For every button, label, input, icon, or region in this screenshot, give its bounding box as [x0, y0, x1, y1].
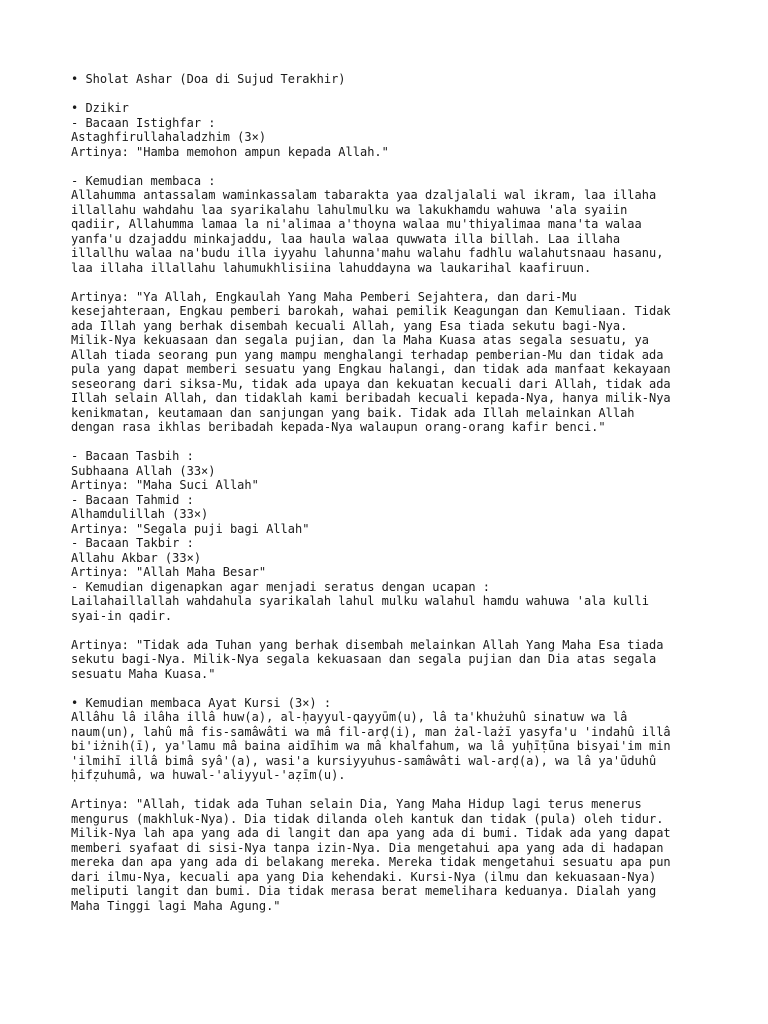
document-page	[71, 72, 761, 913]
text-line: Subhaana Allah (33×)	[71, 463, 216, 478]
blank-line	[71, 623, 761, 638]
text-line: Artinya: "Ya Allah, Engkaulah Yang Maha Pemberi Sejahtera, dan dari-Mu	[71, 289, 577, 304]
text-line: meliputi langit dan bumi. Dia tidak merasa berat memelihara keduanya. Dialah yang	[71, 884, 657, 898]
text-line: - Bacaan Tahmid :	[71, 492, 194, 507]
blank-line	[71, 159, 761, 174]
blank-line	[71, 435, 761, 450]
text-line: Artinya: "Allah, tidak ada Tuhan selain Dia, Yang Maha Hidup lagi terus menerus	[71, 797, 642, 811]
text-line: memberi syafaat di sisi-Nya tanpa izin-Nya. Dia mengetahui apa yang ada di hadapan	[71, 840, 664, 855]
text-line: yanfa'u dzajaddu minkajaddu, laa haula walaa quwwata illa billah. Laa illaha	[71, 231, 621, 246]
text-line: kenikmatan, keutamaan dan sanjungan yang baik. Tidak ada Illah melainkan Allah	[71, 405, 635, 420]
text-line: Allahu Akbar (33×)	[71, 550, 202, 565]
text-line: Milik-Nya kekuasaan dan segala pujian, dan la Maha Kuasa atas segala sesuatu, ya	[71, 333, 649, 347]
text-line: Lailahaillallah wahdahula syarikalah lahul mulku walahul hamdu wahuwa 'ala kulli	[71, 594, 649, 608]
text-line: Artinya: "Tidak ada Tuhan yang berhak disembah melainkan Allah Yang Maha Esa tiada	[71, 637, 664, 652]
text-line: - Kemudian membaca :	[71, 173, 216, 188]
text-line: Maha Tinggi lagi Maha Agung."	[71, 898, 281, 913]
text-line: Artinya: "Hamba memohon ampun kepada Allah."	[71, 144, 389, 159]
text-line: • Kemudian membaca Ayat Kursi (3×) :	[71, 695, 332, 710]
text-line: - Bacaan Tasbih :	[71, 449, 194, 463]
text-line: • Dzikir	[71, 101, 129, 115]
text-line: syai-in qadir.	[71, 608, 173, 623]
text-line: Allah tiada seorang pun yang mampu menghalangi terhadap pemberian-Mu dan tidak ada	[71, 347, 664, 362]
text-line: kesejahteraan, Engkau pemberi barokah, wahai pemilik Keagungan dan Kemuliaan. Tidak	[71, 304, 671, 318]
text-line: naum(un), lahû mâ fis-samâwâti wa mâ fil-arḍ(i), man żal-lażī yasyfa'u 'indahû illâ	[71, 724, 671, 739]
text-line: Artinya: "Allah Maha Besar"	[71, 565, 267, 579]
text-line: pula yang dapat memberi sesuatu yang Engkau halangi, dan tidak ada manfaat kekayaan	[71, 362, 671, 376]
text-line: Artinya: "Maha Suci Allah"	[71, 478, 259, 492]
text-line: dengan rasa ikhlas beribadah kepada-Nya walaupun orang-orang kafir benci."	[71, 420, 606, 434]
text-line: Alhamdulillah (33×)	[71, 507, 209, 521]
text-line: illallahu wahdahu laa syarikalahu lahulmulku wa lakukhamdu wahuwa 'ala syaiin	[71, 202, 628, 217]
text-line: dari ilmu-Nya, kecuali apa yang Dia kehendaki. Kursi-Nya (ilmu dan kekuasaan-Nya)	[71, 869, 657, 884]
blank-line	[71, 87, 761, 102]
text-line: ada Illah yang berhak disembah kecuali Allah, yang Esa tiada sekutu bagi-Nya.	[71, 318, 628, 333]
text-line: ḥifẓuhumâ, wa huwal-'aliyyul-'aẓīm(u).	[71, 768, 346, 782]
text-line: mereka dan apa yang ada di belakang mereka. Mereka tidak mengetahui sesuatu apa pun	[71, 855, 671, 869]
text-line: 'ilmihī illâ bimâ syâ'(a), wasi'a kursiyyuhus-samâwâti wal-arḍ(a), wa lâ ya'ūduhû	[71, 753, 657, 768]
text-line: Artinya: "Segala puji bagi Allah"	[71, 521, 310, 536]
text-line: Astaghfirullahaladzhim (3×)	[71, 130, 267, 144]
text-line: bi'iżnih(ī), ya'lamu mâ baina aidīhim wa mâ khalfahum, wa lâ yuḥīṭūna bisyai'im min	[71, 739, 671, 753]
text-line: - Bacaan Takbir :	[71, 536, 194, 550]
text-line: Allâhu lâ ilâha illâ huw(a), al-ḥayyul-qayyūm(u), lâ ta'khużuhû sinatuw wa lâ	[71, 710, 628, 724]
text-line: Milik-Nya lah apa yang ada di langit dan apa yang ada di bumi. Tidak ada yang dapat	[71, 826, 671, 840]
text-line: - Bacaan Istighfar :	[71, 115, 216, 130]
text-line: - Kemudian digenapkan agar menjadi seratus dengan ucapan :	[71, 579, 491, 594]
text-line: Illah selain Allah, dan tidaklah kami beribadah kecuali kepada-Nya, hanya milik-Nya	[71, 391, 671, 405]
text-line: Allahumma antassalam waminkassalam tabarakta yaa dzaljalali wal ikram, laa illaha	[71, 188, 657, 202]
blank-line	[71, 783, 761, 798]
text-line: seseorang dari siksa-Mu, tidak ada upaya dan kekuatan kecuali dari Allah, tidak ada	[71, 376, 671, 391]
blank-line	[71, 275, 761, 290]
text-line: laa illaha illallahu lahumukhlisiina lahuddayna wa laukarihal kaafiruun.	[71, 260, 592, 275]
blank-line	[71, 681, 761, 696]
text-line: mengurus (makhluk-Nya). Dia tidak dilanda oleh kantuk dan tidak (pula) oleh tidur.	[71, 811, 664, 826]
text-line: sesuatu Maha Kuasa."	[71, 666, 216, 681]
text-line: sekutu bagi-Nya. Milik-Nya segala kekuasaan dan segala pujian dan Dia atas segala	[71, 652, 657, 666]
text-line: qadiir, Allahumma lamaa la ni'alimaa a'thoyna walaa mu'thiyalimaa mana'ta walaa	[71, 217, 642, 231]
text-line: • Sholat Ashar (Doa di Sujud Terakhir)	[71, 72, 346, 86]
text-line: illallhu walaa na'budu illa iyyahu lahunna'mahu walahu fadhlu walahutsnaau hasanu,	[71, 246, 664, 260]
